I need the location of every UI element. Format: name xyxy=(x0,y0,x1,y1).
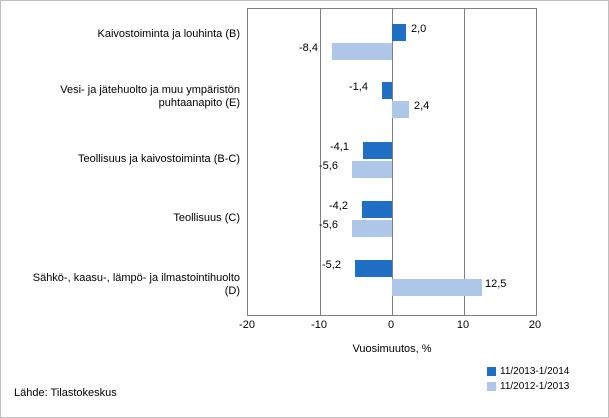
category-label-0: Kaivostoiminta ja louhinta (B) xyxy=(97,28,240,40)
bar-series1-cat0 xyxy=(332,43,393,60)
legend-label-0: 11/2013-1/2014 xyxy=(500,366,570,377)
category-label-4: Sähkö-, kaasu-, lämpö- ja ilmastointihuolto (D) xyxy=(32,272,240,297)
bar-label-series1-cat4: 12,5 xyxy=(485,278,507,290)
legend-label-1: 11/2012-1/2013 xyxy=(500,381,570,392)
xtick-3: 10 xyxy=(456,319,470,331)
gridline-pos10 xyxy=(464,9,465,315)
bar-label-series1-cat1: 2,4 xyxy=(414,100,430,112)
xtick-2: 0 xyxy=(387,319,395,331)
bar-label-series0-cat4: -5,2 xyxy=(322,259,341,271)
bar-label-series1-cat3: -5,6 xyxy=(319,219,338,231)
source-note: Lähde: Tilastokeskus xyxy=(14,387,117,399)
x-axis-title: Vuosimuutos, % xyxy=(352,343,432,355)
plot-area xyxy=(247,8,537,316)
bar-label-series0-cat2: -4,1 xyxy=(330,141,349,153)
legend-item-0[interactable] xyxy=(487,366,569,377)
bar-label-series1-cat0: -8,4 xyxy=(299,42,318,54)
legend-swatch-icon-0 xyxy=(487,367,496,376)
bar-label-series0-cat1: -1,4 xyxy=(349,81,368,93)
bar-series0-cat0 xyxy=(392,24,406,41)
category-label-1: Vesi- ja jätehuolto ja muu ympäristön puhtaanapito (E) xyxy=(60,84,240,109)
chart-legend xyxy=(487,366,569,396)
bar-series1-cat3 xyxy=(352,220,392,237)
zero-axis-line xyxy=(392,9,393,315)
bar-label-series0-cat3: -4,2 xyxy=(329,200,348,212)
xtick-0: -20 xyxy=(239,319,255,331)
bar-series1e-series0-cat1 xyxy=(382,82,392,99)
bar-series1-cat1 xyxy=(392,101,409,118)
bar-series0-cat2 xyxy=(363,142,393,159)
xtick-1: -10 xyxy=(311,319,327,331)
legend-swatch-icon-1 xyxy=(487,382,496,391)
legend-item-1[interactable] xyxy=(487,381,569,392)
xtick-4: 20 xyxy=(528,319,542,331)
bar-label-series1-cat2: -5,6 xyxy=(319,160,338,172)
bar-series0-cat3 xyxy=(362,201,392,218)
bar-series0-cat4 xyxy=(355,260,392,277)
category-label-2: Teollisuus ja kaivostoiminta (B-C) xyxy=(78,153,240,165)
bar-label-series0-cat0: 2,0 xyxy=(411,23,427,35)
bar-series1-cat2 xyxy=(352,161,392,178)
bar-series1-cat4 xyxy=(392,279,482,296)
category-label-3: Teollisuus (C) xyxy=(173,212,240,224)
